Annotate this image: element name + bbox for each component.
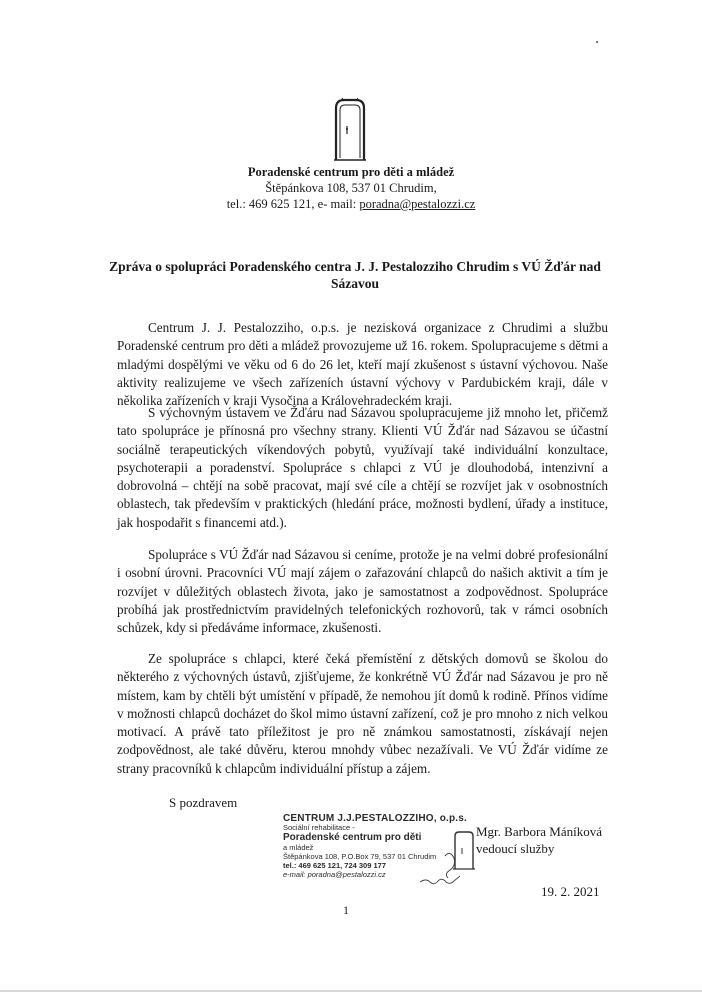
document-title: Zpráva o spolupráci Poradenského centra J. J. Pestalozziho Chrudim s VÚ Žďár nad Sázavou: [109, 259, 601, 291]
signer-name: Mgr. Barbora Máníková: [476, 824, 603, 839]
organization-contact: [0, 197, 702, 212]
stamp-line: Štěpánkova 108, P.O.Box 79, 537 01 Chrudim: [283, 852, 437, 861]
greeting: S pozdravem: [169, 795, 238, 810]
paragraph: Ze spolupráce s chlapci, které čeká přemístění z dětských domovů se školou do některého z výchovných ústavů, zjišťujeme, že konkrétně VÚ Žďár nad Sázavou je pro ně místem, kam by chtěli být umístění v případě, že nemohou jít domů k rodině. Přínos vidíme v možnosti chlapců docházet do škol mimo ústavní zařízení, což je pro mnoho z nich velkou motivací. A právě tato příležitost je pro ně známkou samostatnosti, získávají nejen zodpovědnost, ale také důvěru, kterou mnohdy vůbec nezažívali. Ve VÚ Žďár vidíme ze strany pracovníků k chlapcům individuální přístup a zájem.: [117, 651, 608, 776]
stamp-line: Sociální rehabilitace -: [283, 823, 355, 832]
signer-title: vedoucí služby: [476, 841, 555, 856]
email-link[interactable]: poradna@pestalozzi.cz: [359, 197, 476, 211]
organization-address: Štěpánkova 108, 537 01 Chrudim,: [265, 181, 437, 195]
scan-edge: [0, 990, 702, 992]
organization-name: Poradenské centrum pro děti a mládež: [247, 165, 455, 179]
door-logo-icon: [330, 96, 370, 162]
paragraph: S výchovným ústavem ve Žďáru nad Sázavou spolupracujeme již mnoho let, přičemž tato spolupráce je přínosná pro všechny strany. Klienti VÚ Žďár nad Sázavou se účastní sociálně terapeutických víkendových pobytů, využívají také individuální konzultace, psychoterapii a poradenství. Spolupráce s chlapci z VÚ je dlouhodobá, intenzivní a dobrovolná – chtějí na sobě pracovat, mají své cíle a chtějí se rozvíjet jak v osobnostních oblastech, tak především v praktických (hledání práce, možnosti bydlení, úřady a instituce, jak hospodařit s financemi atd.).: [117, 405, 608, 530]
page-number: 1: [343, 903, 349, 917]
contact-prefix: tel.: 469 625 121, e- mail:: [226, 197, 360, 211]
stamp-line: e-mail: poradna@pestalozzi.cz: [283, 870, 386, 879]
paragraph: Centrum J. J. Pestalozziho, o.p.s. je nezisková organizace z Chrudimi a službu Poradenské centrum pro děti a mládež provozujeme už 16. rokem. Spolupracujeme s dětmi a mladými dospělými ve věku od 6 do 26 let, kteří mají zkušenost s ústavní výchovou. Naše aktivity realizujeme ve všech zařízeních ústavní výchovy v Pardubickém kraji, dále v několika zařízeních v kraji Vysočina a Královehradeckém kraji.: [117, 320, 608, 409]
scan-speck: [596, 41, 598, 43]
stamp-line: CENTRUM J.J.PESTALOZZIHO, o.p.s.: [283, 813, 468, 824]
document-date: 19. 2. 2021: [541, 884, 600, 899]
paragraph: Spolupráce s VÚ Žďár nad Sázavou si ceníme, protože je na velmi dobré profesionální i osobní úrovni. Pracovníci VÚ mají zájem o zařazování chlapců do našich aktivit a tím je rozvíjet v důležitých oblastech života, jako je samostatnost a zodpovědnost. Spolupráce probíhá jak prostřednictvím pravidelných telefonických rozhovorů, tak v rámci osobních schůzek, kdy si předáváme informace, zkušenosti.: [117, 547, 608, 636]
stamp-line: a mládež: [283, 843, 314, 852]
stamp-line: tel.: 469 625 121, 724 309 177: [283, 861, 387, 870]
handwritten-signature: [350, 848, 470, 888]
stamp-line: Poradenské centrum pro děti: [283, 832, 422, 843]
